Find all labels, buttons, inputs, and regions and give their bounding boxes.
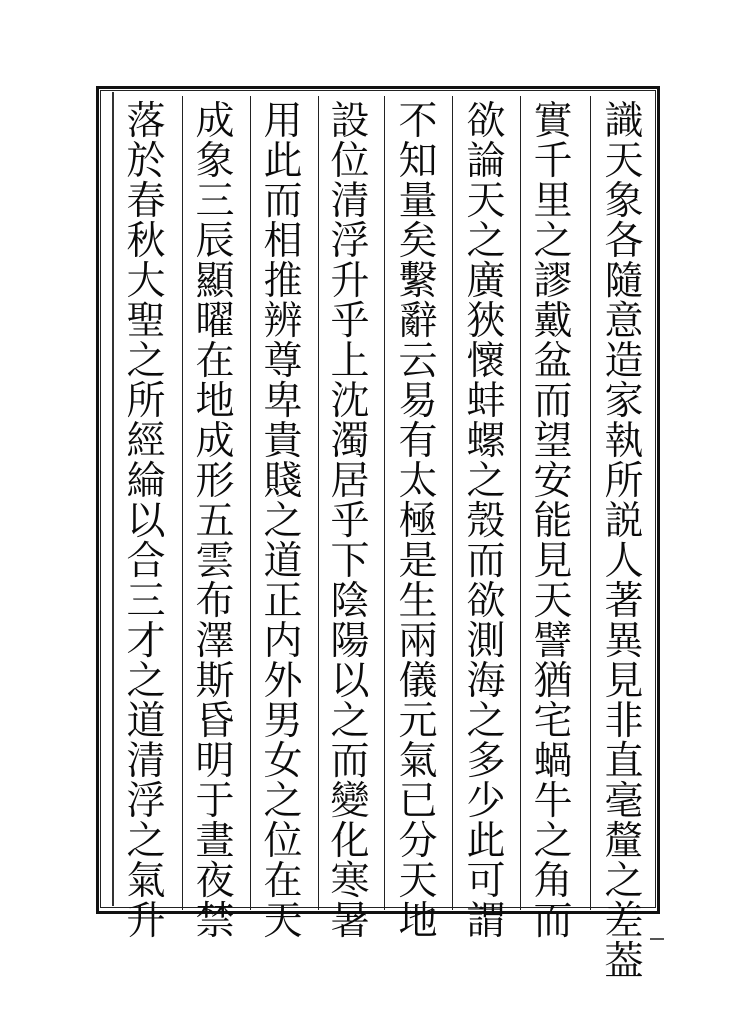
character: 合 <box>126 539 166 584</box>
character: 生 <box>398 579 438 624</box>
column-rule <box>182 96 183 910</box>
character: 毫 <box>604 779 644 824</box>
character: 落 <box>126 99 166 144</box>
character: 居 <box>330 459 370 504</box>
character: 乎 <box>330 499 370 544</box>
character: 實 <box>533 99 573 144</box>
character: 著 <box>604 579 644 624</box>
character: 謬 <box>533 259 573 304</box>
character: 狹 <box>466 299 506 344</box>
character: 矣 <box>398 219 438 264</box>
character: 繫 <box>398 259 438 304</box>
character: 聖 <box>126 299 166 344</box>
character: 里 <box>533 179 573 224</box>
text-column-3 <box>456 99 516 944</box>
character: 地 <box>398 899 438 944</box>
character: 非 <box>604 699 644 744</box>
character: 直 <box>604 739 644 784</box>
character: 明 <box>195 739 235 784</box>
column-rule <box>250 96 251 910</box>
character: 宅 <box>533 699 573 744</box>
character: 已 <box>398 779 438 824</box>
character: 以 <box>126 499 166 544</box>
character: 葢 <box>604 939 644 984</box>
character: 升 <box>126 899 166 944</box>
character: 禁 <box>195 899 235 944</box>
character: 地 <box>195 379 235 424</box>
character: 儀 <box>398 659 438 704</box>
column-rule <box>590 96 591 910</box>
character: 而 <box>330 739 370 784</box>
character: 在 <box>195 339 235 384</box>
character: 沈 <box>330 379 370 424</box>
character: 道 <box>263 539 303 584</box>
character: 晝 <box>195 819 235 864</box>
character: 猶 <box>533 659 573 704</box>
character: 貴 <box>263 419 303 464</box>
character: 賤 <box>263 459 303 504</box>
character: 寒 <box>330 859 370 904</box>
character: 盆 <box>533 339 573 384</box>
character: 雲 <box>195 539 235 584</box>
character: 斯 <box>195 659 235 704</box>
character: 位 <box>330 139 370 184</box>
character: 多 <box>466 739 506 784</box>
scan-artifact <box>650 938 664 940</box>
character: 懷 <box>466 339 506 384</box>
character: 執 <box>604 419 644 464</box>
text-column-2 <box>523 99 583 944</box>
character: 清 <box>330 179 370 224</box>
character: 以 <box>330 659 370 704</box>
character: 而 <box>533 899 573 944</box>
character: 人 <box>604 539 644 584</box>
character: 螺 <box>466 419 506 464</box>
character: 陰 <box>330 579 370 624</box>
character: 家 <box>604 379 644 424</box>
character: 之 <box>263 779 303 824</box>
character: 此 <box>466 819 506 864</box>
character: 辭 <box>398 299 438 344</box>
character: 上 <box>330 339 370 384</box>
character: 謂 <box>466 899 506 944</box>
character: 乎 <box>330 299 370 344</box>
character: 譬 <box>533 619 573 664</box>
character: 在 <box>263 859 303 904</box>
character: 蝸 <box>533 739 573 784</box>
character: 氣 <box>398 739 438 784</box>
character: 廣 <box>466 259 506 304</box>
character: 暑 <box>330 899 370 944</box>
character: 布 <box>195 579 235 624</box>
character: 可 <box>466 859 506 904</box>
character: 欲 <box>466 99 506 144</box>
character: 天 <box>533 579 573 624</box>
character: 易 <box>398 379 438 424</box>
character: 成 <box>195 99 235 144</box>
text-column-6 <box>253 99 313 944</box>
character: 望 <box>533 419 573 464</box>
character: 而 <box>263 179 303 224</box>
character: 量 <box>398 179 438 224</box>
character: 之 <box>533 819 573 864</box>
character: 成 <box>195 419 235 464</box>
character: 少 <box>466 779 506 824</box>
character: 天 <box>604 139 644 184</box>
character: 兩 <box>398 619 438 664</box>
character: 此 <box>263 139 303 184</box>
character: 之 <box>126 819 166 864</box>
text-column-5 <box>320 99 380 944</box>
column-rule <box>318 96 319 910</box>
character: 陽 <box>330 619 370 664</box>
character: 釐 <box>604 819 644 864</box>
character: 經 <box>126 419 166 464</box>
character: 而 <box>466 539 506 584</box>
character: 天 <box>398 859 438 904</box>
character: 見 <box>533 539 573 584</box>
character: 正 <box>263 579 303 624</box>
character: 化 <box>330 819 370 864</box>
character: 昏 <box>195 699 235 744</box>
column-rule <box>452 96 453 910</box>
character: 浮 <box>126 779 166 824</box>
character: 之 <box>466 219 506 264</box>
character: 浮 <box>330 219 370 264</box>
character: 之 <box>330 699 370 744</box>
character: 三 <box>195 179 235 224</box>
character: 而 <box>533 379 573 424</box>
character: 天 <box>466 179 506 224</box>
character: 差 <box>604 899 644 944</box>
character: 秋 <box>126 219 166 264</box>
character: 是 <box>398 539 438 584</box>
character: 戴 <box>533 299 573 344</box>
character: 元 <box>398 699 438 744</box>
character: 三 <box>126 579 166 624</box>
character: 清 <box>126 739 166 784</box>
character: 顯 <box>195 259 235 304</box>
character: 于 <box>195 779 235 824</box>
character: 殼 <box>466 499 506 544</box>
character: 極 <box>398 499 438 544</box>
character: 造 <box>604 339 644 384</box>
character: 氣 <box>126 859 166 904</box>
character: 分 <box>398 819 438 864</box>
character: 之 <box>263 499 303 544</box>
character: 五 <box>195 499 235 544</box>
character: 形 <box>195 459 235 504</box>
character: 位 <box>263 819 303 864</box>
character: 下 <box>330 539 370 584</box>
character: 識 <box>604 99 644 144</box>
character: 有 <box>398 419 438 464</box>
column-rule <box>384 96 385 910</box>
character: 安 <box>533 459 573 504</box>
character: 隨 <box>604 259 644 304</box>
character: 異 <box>604 619 644 664</box>
character: 綸 <box>126 459 166 504</box>
character: 象 <box>604 179 644 224</box>
text-column-1 <box>594 99 654 984</box>
character: 之 <box>126 659 166 704</box>
character: 大 <box>126 259 166 304</box>
character: 卑 <box>263 379 303 424</box>
column-rule <box>520 96 521 910</box>
character: 之 <box>533 219 573 264</box>
character: 論 <box>466 139 506 184</box>
character: 用 <box>263 99 303 144</box>
character: 太 <box>398 459 438 504</box>
character: 道 <box>126 699 166 744</box>
character: 之 <box>126 339 166 384</box>
character: 女 <box>263 739 303 784</box>
character: 知 <box>398 139 438 184</box>
text-column-4 <box>388 99 448 944</box>
character: 之 <box>466 459 506 504</box>
character: 曜 <box>195 299 235 344</box>
character: 夜 <box>195 859 235 904</box>
character: 之 <box>466 699 506 744</box>
character: 才 <box>126 619 166 664</box>
character: 角 <box>533 859 573 904</box>
character: 説 <box>604 499 644 544</box>
character: 見 <box>604 659 644 704</box>
character: 設 <box>330 99 370 144</box>
character: 不 <box>398 99 438 144</box>
character: 外 <box>263 659 303 704</box>
character: 所 <box>126 379 166 424</box>
character: 天 <box>263 899 303 944</box>
character: 各 <box>604 219 644 264</box>
character: 濁 <box>330 419 370 464</box>
character: 能 <box>533 499 573 544</box>
character: 海 <box>466 659 506 704</box>
character: 欲 <box>466 579 506 624</box>
character: 男 <box>263 699 303 744</box>
character: 變 <box>330 779 370 824</box>
text-column-8 <box>116 99 176 944</box>
character: 象 <box>195 139 235 184</box>
character: 牛 <box>533 779 573 824</box>
character: 測 <box>466 619 506 664</box>
character: 春 <box>126 179 166 224</box>
left-margin-rule <box>112 92 114 906</box>
character: 推 <box>263 259 303 304</box>
character: 内 <box>263 619 303 664</box>
character: 相 <box>263 219 303 264</box>
character: 辰 <box>195 219 235 264</box>
character: 於 <box>126 139 166 184</box>
character: 澤 <box>195 619 235 664</box>
character: 尊 <box>263 339 303 384</box>
character: 云 <box>398 339 438 384</box>
text-column-7 <box>185 99 245 944</box>
character: 所 <box>604 459 644 504</box>
character: 升 <box>330 259 370 304</box>
character: 之 <box>604 859 644 904</box>
character: 辨 <box>263 299 303 344</box>
character: 蚌 <box>466 379 506 424</box>
character: 意 <box>604 299 644 344</box>
character: 千 <box>533 139 573 184</box>
